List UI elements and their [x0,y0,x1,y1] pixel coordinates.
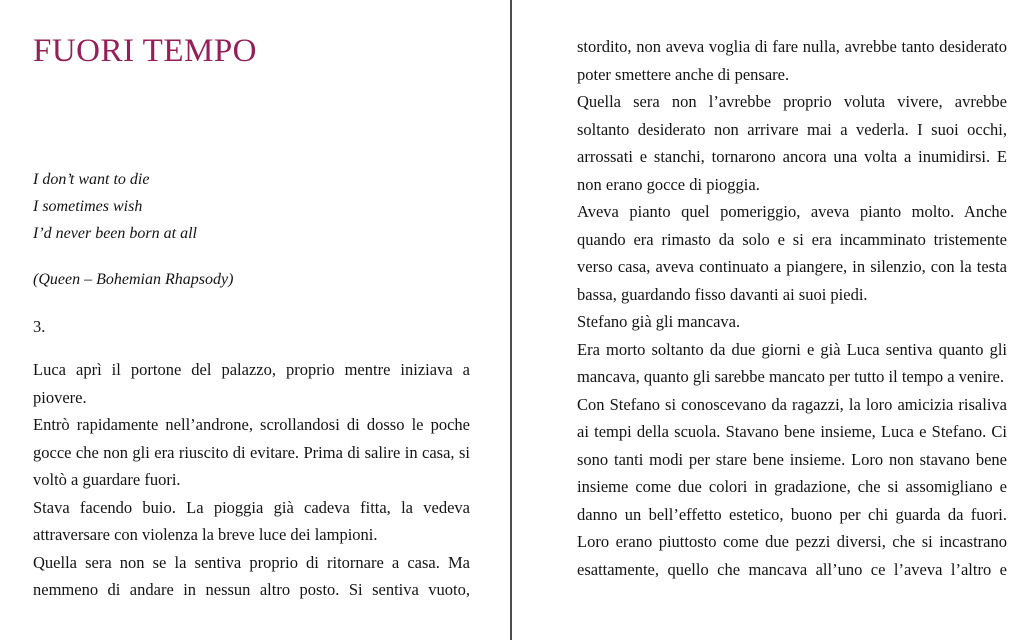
paragraph: Stefano già gli mancava. [577,312,741,331]
paragraph: Con Stefano si conoscevano da ragazzi, la loro amicizia risaliva ai tempi della scuola. Stavano bene insieme, Luca e Stefano. Ci sono tanti modi per stare bene insieme. Loro non stavano bene insieme come due colori in gradazione, che si assomigliano e danno un bell’effetto estetico, buono per chi guarda da fuori. Loro erano piuttosto come due pezzi diversi, che si incastrano esattamente, quello che mancava all’uno ce l’aveva l’altro e [577,394,1007,579]
paragraph: Quella sera non l’avrebbe proprio voluta vivere, avrebbe soltanto desiderato non arrivare mai a vederla. I suoi occhi, arrossati e stanchi, tornarono ancora una volta a inumidirsi. E non erano gocce di pioggia. [577,92,1007,194]
epigraph-line: I’d never been born at all [33,225,197,242]
left-page [33,0,470,640]
paragraph: Luca aprì il portone del palazzo, proprio mentre iniziava a piovere. [33,360,470,407]
left-page-body [33,356,470,604]
paragraph: Era morto soltanto da due giorni e già Luca sentiva quanto gli mancava, quanto gli sarebbe mancato per tutto il tempo a venire. [577,339,1007,386]
chapter-title: FUORI TEMPO [33,33,258,69]
epigraph-line: I sometimes wish [33,198,143,215]
paragraph: stordito, non aveva voglia di fare nulla, avrebbe tanto desiderato poter smettere anche di pensare. [577,37,1007,84]
right-page-body [577,33,1007,583]
right-page [577,0,1007,640]
paragraph: Quella sera non se la sentiva proprio di ritornare a casa. Ma nemmeno di andare in nessun altro posto. Si sentiva vuoto, [33,552,470,599]
epigraph-line: I don’t want to die [33,171,150,188]
paragraph: Aveva pianto quel pomeriggio, aveva pianto molto. Anche quando era rimasto da solo e si era incamminato tristemente verso casa, aveva continuato a piangere, in silenzio, con la testa bassa, guardando fisso davanti ai suoi piedi. [577,202,1007,304]
page-divider [510,0,512,640]
paragraph: Stava facendo buio. La pioggia già cadeva fitta, la vedeva attraversare con violenza la breve luce dei lampioni. [33,497,470,544]
epigraph [33,166,197,247]
section-number: 3. [33,317,46,336]
epigraph-attribution: (Queen – Bohemian Rhapsody) [33,271,234,288]
paragraph: Entrò rapidamente nell’androne, scrollandosi di dosso le poche gocce che non gli era riuscito di evitare. Prima di salire in casa, si voltò a guardare fuori. [33,415,470,489]
